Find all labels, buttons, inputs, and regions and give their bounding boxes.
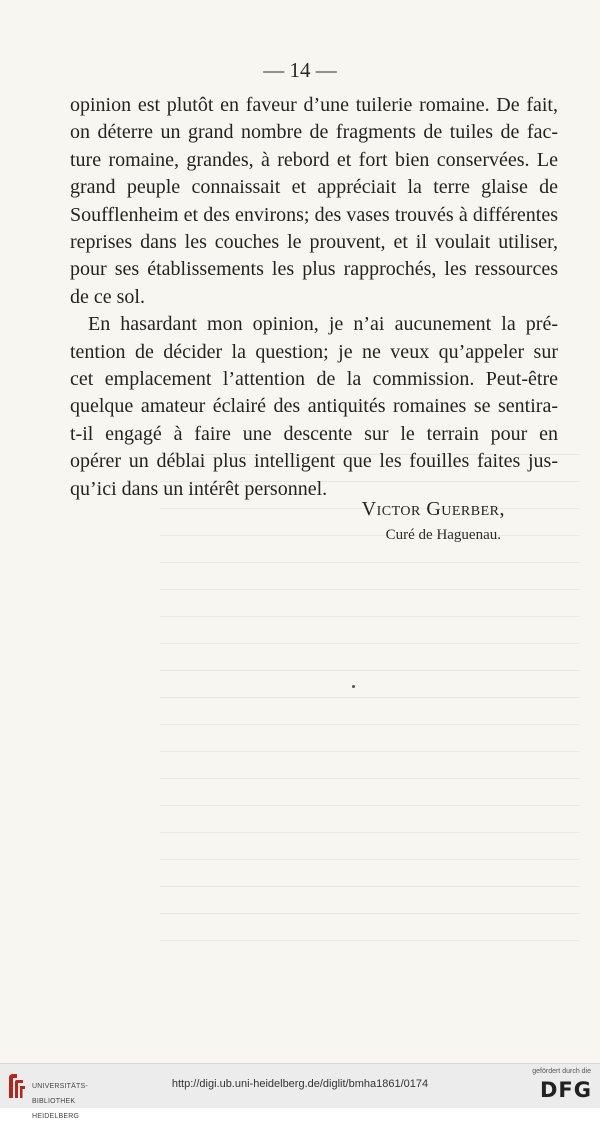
text-line: grand peuple connaissait et appréciait la terre glaise de bbox=[70, 176, 558, 199]
text-line: pour ses établissements les plus rapprochés, les ressources bbox=[70, 258, 558, 281]
text-line: cet emplacement l’attention de la commission. Peut-être bbox=[70, 368, 558, 391]
signature-name: Victor Guerber, bbox=[361, 498, 505, 520]
ink-speck bbox=[352, 685, 355, 688]
text-line: En hasardant mon opinion, je n’ai aucunement la pré- bbox=[88, 313, 558, 336]
dfg-logo[interactable]: DFG bbox=[539, 1078, 592, 1102]
text-line: ture romaine, grandes, à rebord et fort bien conservées. Le bbox=[70, 148, 558, 171]
text-line: opérer un déblai plus intelligent que les fouilles faites jus- bbox=[70, 450, 558, 473]
funded-by-label: gefördert durch die bbox=[532, 1068, 591, 1075]
page-number: — 14 — bbox=[263, 58, 337, 82]
text-line: t-il engagé à faire une descente sur le terrain pour en bbox=[70, 422, 558, 445]
signature-title: Curé de Haguenau. bbox=[385, 527, 501, 543]
body-text bbox=[70, 92, 558, 503]
library-name-line: UNIVERSITÄTS- bbox=[32, 1082, 88, 1090]
paragraph-2 bbox=[70, 311, 558, 503]
text-line: reprises dans les couches le prouvent, et il voulait utiliser, bbox=[70, 231, 558, 254]
text-line: opinion est plutôt en faveur d’une tuilerie romaine. De fait, bbox=[70, 94, 558, 116]
paragraph-1 bbox=[70, 92, 558, 311]
text-line: tention de décider la question; je ne veux qu’appeler sur bbox=[70, 340, 558, 363]
viewer-footer bbox=[0, 1063, 600, 1120]
text-line: quelque amateur éclairé des antiquités romaines se sentira- bbox=[70, 395, 558, 418]
library-name-line: BIBLIOTHEK bbox=[32, 1097, 76, 1105]
text-line: qu’ici dans un intérêt personnel. bbox=[70, 477, 328, 500]
library-name-line: HEIDELBERG bbox=[32, 1112, 80, 1120]
permalink-url[interactable]: http://digi.ub.uni-heidelberg.de/diglit/bmha1861/0174 bbox=[171, 1078, 429, 1090]
text-line: Soufflenheim et des environs; des vases trouvés à différentes bbox=[70, 203, 558, 226]
text-line: de ce sol. bbox=[70, 285, 145, 308]
text-line: on déterre un grand nombre de fragments de tuiles de fac- bbox=[70, 121, 558, 144]
